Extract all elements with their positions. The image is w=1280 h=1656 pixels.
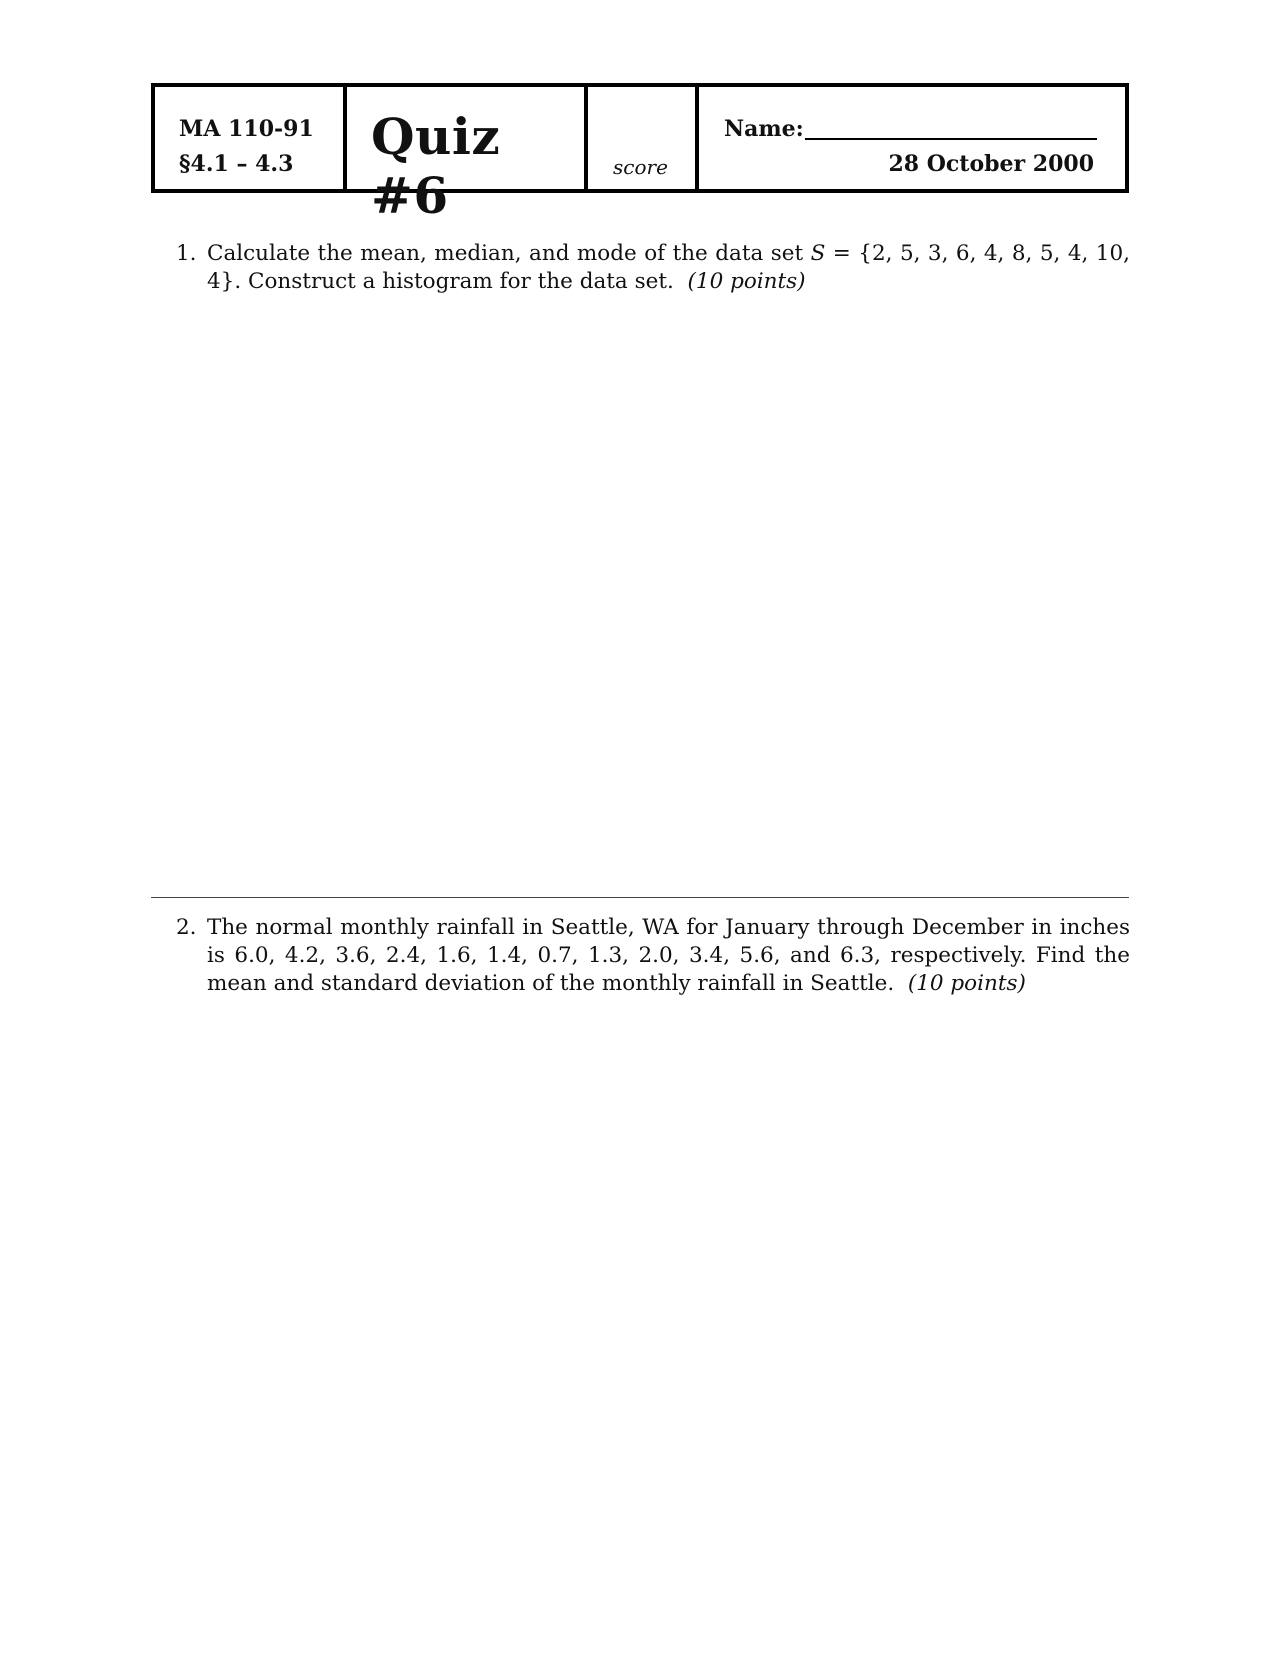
- math-variable: S: [810, 241, 826, 266]
- name-blank-line: [805, 138, 1097, 140]
- question-text-part: The normal monthly rainfall in Seattle, WA for January through December in inches is 6.0, 4.2, 3.6, 2.4, 1.6, 1.4, 0.7, 1.3, 2.0, 3.4, 5.6, and 6.3, respectively. Find the mean and standard deviation of the monthly rainfall in Seattle.: [207, 915, 1130, 996]
- quiz-title: Quiz #6: [371, 107, 501, 225]
- question-points: (10 points): [907, 971, 1026, 996]
- section-divider: [151, 897, 1129, 898]
- question-text-part: = {2, 5, 3, 6, 4, 8, 5, 4, 10, 4}. Construct a histogram for the data set.: [207, 241, 1130, 294]
- name-label: Name:: [724, 116, 804, 142]
- title-cell: [343, 87, 584, 225]
- course-cell: [155, 87, 343, 189]
- question-number: 1.: [176, 241, 197, 266]
- course-code: MA 110-91: [179, 116, 314, 142]
- score-label: score: [613, 155, 668, 179]
- question-text: [207, 240, 1130, 296]
- quiz-date: 28 October 2000: [888, 151, 1094, 177]
- quiz-header: [151, 83, 1129, 225]
- question-number: 2.: [176, 915, 197, 940]
- name-date-cell: [695, 87, 1125, 189]
- question-text-part: Calculate the mean, median, and mode of the data set: [207, 241, 811, 266]
- score-cell: [584, 87, 695, 189]
- question-1: [176, 240, 1130, 296]
- question-text: [207, 914, 1130, 998]
- course-sections: §4.1 – 4.3: [179, 151, 294, 177]
- question-2: [176, 914, 1130, 998]
- question-points: (10 points): [687, 269, 806, 294]
